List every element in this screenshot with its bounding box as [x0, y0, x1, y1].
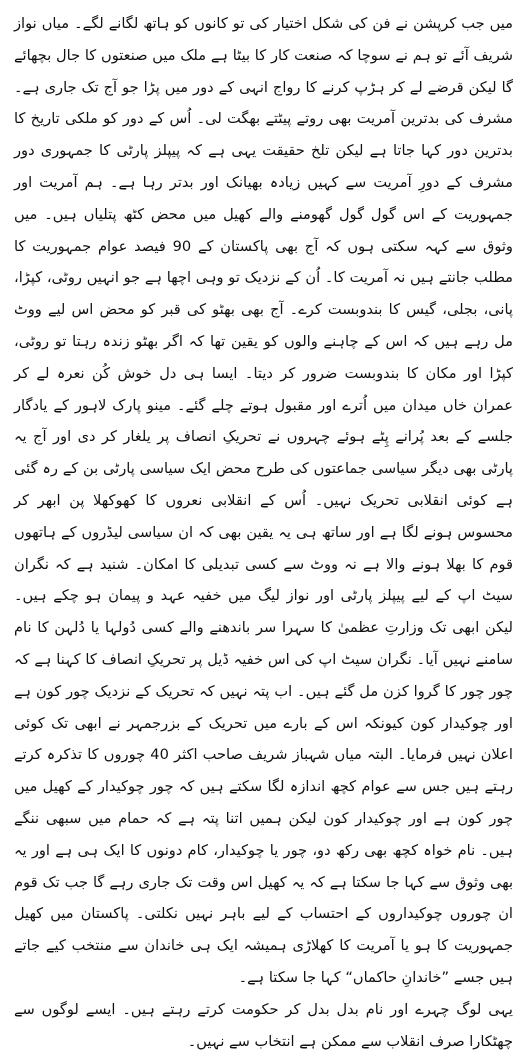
article-paragraph-closing: یہی لوگ چہرے اور نام بدل بدل کر حکومت کرتے رہتے ہیں۔ ایسے لوگوں سے چھٹکارا صرف انقلاب سے ممکن ہے انتخاب سے نہیں۔ [14, 1000, 513, 1050]
article-paragraph-main: میں جب کرپشن نے فن کی شکل اختیار کی تو کانوں کو ہاتھ لگانے لگے۔ میاں نواز شریف آئے تو ہم نے سوچا کہ صنعت کار کا بیٹا ہے ملک میں صنعتوں کا جال بچھائے گا لیکن قرضے لے کر ہڑپ کرنے کا رواج انہی کے دور میں پڑا جو آج تک جاری ہے۔ مشرف کی بدترین آمریت بھی روتے پیٹتے بھگت لی۔ اُس کے دور کو ملکی تاریخ کا بدترین دور کہا جاتا ہے لیکن تلخ حقیقت یہی ہے کہ پیپلز پارٹی کا جمہوری دور مشرف کے دورِ آمریت سے کہیں زیادہ بھیانک اور بدتر رہا ہے۔ ہم آمریت اور جمہوریت کے اس گول گول گھومنے والے کھیل میں محض کٹھ پتلیاں ہیں۔ میں وثوق سے کہہ سکتی ہوں کہ آج بھی پاکستان کے 90 فیصد عوام جمہوریت کا مطلب جانتے ہیں نہ آمریت کا۔ اُن کے نزدیک تو وہی اچھا ہے جو انہیں روٹی، کپڑا، پانی، بجلی، گیس کا بندوبست کرے۔ آج بھی بھٹو کی قبر کو محض اس لیے ووٹ مل رہے ہیں کہ اس کے چاہنے والوں کو یقین تھا کہ اگر بھٹو زندہ رہتا تو روٹی، کپڑا اور مکان کا بندوبست ضرور کر دیتا۔ ایسا ہی دل خوش کُن نعرہ لے کر عمران خاں میدان میں اُترے اور مقبول ہوتے چلے گئے۔ مینو پارک لاہور کے یادگار جلسے کے بعد پُرانے پِٹے ہوئے چہروں نے تحریکِ انصاف پر یلغار کر دی اور آج یہ پارٹی بھی دیگر سیاسی جماعتوں کی طرح محض ایک سیاسی پارٹی بن کے رہ گئی ہے کوئی انقلابی تحریک نہیں۔ اُس کے انقلابی نعروں کا کھوکھلا پن ابھر کر محسوس ہونے لگا ہے اور ساتھ ہی یہ یقین بھی کہ ان سیاسی لیڈروں کے ہاتھوں قوم کا بھلا ہونے والا ہے نہ ووٹ سے کسی تبدیلی کا امکان۔ شنید ہے کہ نگران سیٹ اپ کے لیے پیپلز پارٹی اور نواز لیگ میں خفیہ عہد و پیمان ہو چکے ہیں۔ لیکن ابھی تک وزارتِ عظمیٰ کا سہرا سر باندھنے والے کسی دُولہا یا دُلہن کا نام سامنے نہیں آیا۔ نگران سیٹ اپ کی اس خفیہ ڈیل پر تحریکِ انصاف کا کہنا ہے کہ چور چور کا گروا کزن مل گئے ہیں۔ اب پتہ نہیں کہ تحریک کے نزدیک چور کون ہے اور چوکیدار کون کیونکہ اس کے بارے میں تحریک کے بزرجمہر نے ابھی تک کوئی اعلان نہیں فرمایا۔ البتہ میاں شہباز شریف صاحب اکثر 40 چوروں کا تذکرہ کرتے رہتے ہیں جس سے عوام کچھ اندازہ لگا سکتے ہیں کہ چور چوکیدار کے کھیل میں چور کون ہے اور چوکیدار کون لیکن ہمیں اتنا پتہ ہے کہ حمام میں سبھی ننگے ہیں۔ نام خواہ کچھ بھی رکھ دو، چور یا چوکیدار، کام دونوں کا ایک ہی ہے اور یہ بھی وثوق سے کہا جا سکتا ہے کہ یہ کھیل اس وقت تک جاری رہے گا جب تک قوم ان چوروں چوکیداروں کے احتساب کے لیے باہر نہیں نکلتی۔ پاکستان میں کھیل جمہوریت کا ہو یا آمریت کا کھلاڑی ہمیشہ ایک ہی خاندان سے منتخب کیے جاتے ہیں جسے ”خاندانِ حاکماں“ کہا جا سکتا ہے۔ [14, 15, 513, 986]
